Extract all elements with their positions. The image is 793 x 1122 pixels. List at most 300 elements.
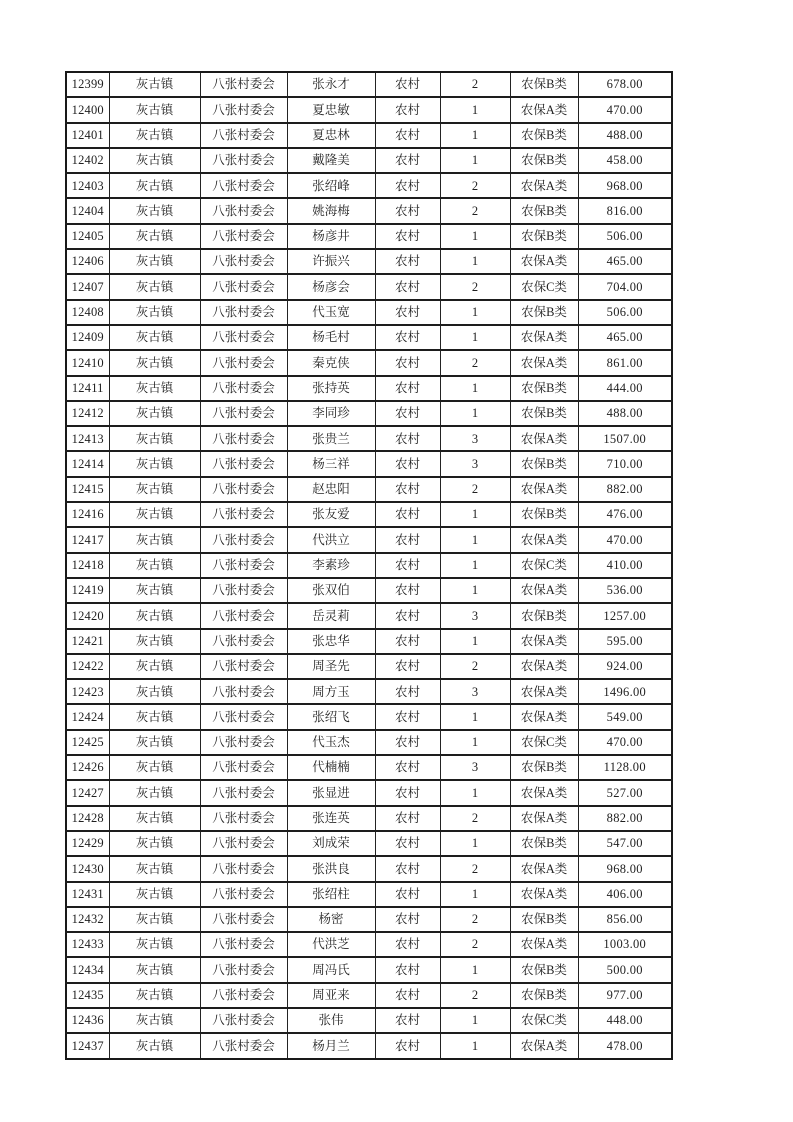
cell-amount: 1507.00 bbox=[578, 426, 672, 451]
cell-amount: 470.00 bbox=[578, 97, 672, 122]
table-row bbox=[66, 401, 672, 426]
cell-record-id: 12406 bbox=[66, 249, 109, 274]
cell-insurance-category: 农保A类 bbox=[510, 856, 578, 881]
cell-household-type: 农村 bbox=[375, 603, 440, 628]
cell-household-type: 农村 bbox=[375, 704, 440, 729]
cell-person-count: 2 bbox=[440, 907, 510, 932]
table-row bbox=[66, 224, 672, 249]
cell-record-id: 12436 bbox=[66, 1008, 109, 1033]
cell-household-type: 农村 bbox=[375, 224, 440, 249]
cell-household-type: 农村 bbox=[375, 629, 440, 654]
cell-town: 灰古镇 bbox=[109, 578, 200, 603]
cell-record-id: 12407 bbox=[66, 274, 109, 299]
cell-insurance-category: 农保C类 bbox=[510, 1008, 578, 1033]
cell-household-type: 农村 bbox=[375, 72, 440, 97]
cell-person-name: 周冯氏 bbox=[287, 957, 375, 982]
cell-insurance-category: 农保A类 bbox=[510, 426, 578, 451]
cell-record-id: 12430 bbox=[66, 856, 109, 881]
cell-village-committee: 八张村委会 bbox=[200, 831, 287, 856]
cell-person-count: 1 bbox=[440, 123, 510, 148]
cell-insurance-category: 农保A类 bbox=[510, 654, 578, 679]
table-row bbox=[66, 983, 672, 1008]
cell-village-committee: 八张村委会 bbox=[200, 730, 287, 755]
cell-record-id: 12420 bbox=[66, 603, 109, 628]
cell-amount: 977.00 bbox=[578, 983, 672, 1008]
cell-amount: 458.00 bbox=[578, 148, 672, 173]
cell-village-committee: 八张村委会 bbox=[200, 1033, 287, 1058]
cell-person-count: 2 bbox=[440, 173, 510, 198]
cell-person-name: 张洪良 bbox=[287, 856, 375, 881]
table-row bbox=[66, 603, 672, 628]
cell-person-name: 许振兴 bbox=[287, 249, 375, 274]
cell-person-name: 杨月兰 bbox=[287, 1033, 375, 1058]
cell-record-id: 12419 bbox=[66, 578, 109, 603]
cell-amount: 678.00 bbox=[578, 72, 672, 97]
cell-amount: 882.00 bbox=[578, 806, 672, 831]
cell-person-name: 张贵兰 bbox=[287, 426, 375, 451]
cell-village-committee: 八张村委会 bbox=[200, 502, 287, 527]
cell-amount: 506.00 bbox=[578, 224, 672, 249]
cell-record-id: 12410 bbox=[66, 350, 109, 375]
cell-person-count: 2 bbox=[440, 932, 510, 957]
cell-person-count: 1 bbox=[440, 578, 510, 603]
cell-village-committee: 八张村委会 bbox=[200, 553, 287, 578]
table-row bbox=[66, 629, 672, 654]
table-row bbox=[66, 704, 672, 729]
cell-household-type: 农村 bbox=[375, 679, 440, 704]
cell-household-type: 农村 bbox=[375, 376, 440, 401]
cell-amount: 506.00 bbox=[578, 300, 672, 325]
cell-person-name: 周圣先 bbox=[287, 654, 375, 679]
cell-village-committee: 八张村委会 bbox=[200, 97, 287, 122]
cell-person-name: 张连英 bbox=[287, 806, 375, 831]
table-row bbox=[66, 274, 672, 299]
cell-amount: 476.00 bbox=[578, 502, 672, 527]
cell-record-id: 12403 bbox=[66, 173, 109, 198]
cell-village-committee: 八张村委会 bbox=[200, 224, 287, 249]
cell-village-committee: 八张村委会 bbox=[200, 401, 287, 426]
table-row bbox=[66, 730, 672, 755]
cell-insurance-category: 农保A类 bbox=[510, 704, 578, 729]
cell-insurance-category: 农保A类 bbox=[510, 578, 578, 603]
cell-person-name: 杨彦会 bbox=[287, 274, 375, 299]
cell-household-type: 农村 bbox=[375, 477, 440, 502]
cell-insurance-category: 农保A类 bbox=[510, 882, 578, 907]
cell-record-id: 12404 bbox=[66, 198, 109, 223]
cell-person-name: 周方玉 bbox=[287, 679, 375, 704]
cell-insurance-category: 农保B类 bbox=[510, 376, 578, 401]
cell-town: 灰古镇 bbox=[109, 679, 200, 704]
cell-insurance-category: 农保B类 bbox=[510, 907, 578, 932]
cell-insurance-category: 农保A类 bbox=[510, 249, 578, 274]
cell-person-count: 1 bbox=[440, 502, 510, 527]
cell-amount: 968.00 bbox=[578, 173, 672, 198]
cell-amount: 595.00 bbox=[578, 629, 672, 654]
table-row bbox=[66, 477, 672, 502]
cell-town: 灰古镇 bbox=[109, 401, 200, 426]
table-row bbox=[66, 527, 672, 552]
cell-household-type: 农村 bbox=[375, 983, 440, 1008]
cell-amount: 465.00 bbox=[578, 249, 672, 274]
cell-insurance-category: 农保B类 bbox=[510, 957, 578, 982]
cell-person-count: 1 bbox=[440, 376, 510, 401]
cell-person-name: 张显进 bbox=[287, 780, 375, 805]
cell-household-type: 农村 bbox=[375, 907, 440, 932]
cell-person-name: 代洪芝 bbox=[287, 932, 375, 957]
cell-record-id: 12414 bbox=[66, 451, 109, 476]
cell-town: 灰古镇 bbox=[109, 831, 200, 856]
cell-insurance-category: 农保C类 bbox=[510, 274, 578, 299]
cell-amount: 465.00 bbox=[578, 325, 672, 350]
cell-town: 灰古镇 bbox=[109, 274, 200, 299]
table-row bbox=[66, 679, 672, 704]
cell-record-id: 12416 bbox=[66, 502, 109, 527]
cell-household-type: 农村 bbox=[375, 957, 440, 982]
cell-insurance-category: 农保B类 bbox=[510, 983, 578, 1008]
cell-amount: 882.00 bbox=[578, 477, 672, 502]
cell-town: 灰古镇 bbox=[109, 704, 200, 729]
cell-town: 灰古镇 bbox=[109, 300, 200, 325]
cell-amount: 470.00 bbox=[578, 730, 672, 755]
cell-household-type: 农村 bbox=[375, 325, 440, 350]
cell-amount: 527.00 bbox=[578, 780, 672, 805]
table-row bbox=[66, 1033, 672, 1058]
cell-person-count: 1 bbox=[440, 224, 510, 249]
cell-household-type: 农村 bbox=[375, 856, 440, 881]
cell-person-name: 张绍柱 bbox=[287, 882, 375, 907]
cell-person-name: 夏忠敏 bbox=[287, 97, 375, 122]
cell-household-type: 农村 bbox=[375, 401, 440, 426]
table-row bbox=[66, 426, 672, 451]
cell-household-type: 农村 bbox=[375, 553, 440, 578]
cell-person-count: 1 bbox=[440, 553, 510, 578]
table-row bbox=[66, 907, 672, 932]
cell-insurance-category: 农保A类 bbox=[510, 679, 578, 704]
cell-person-name: 刘成荣 bbox=[287, 831, 375, 856]
cell-town: 灰古镇 bbox=[109, 426, 200, 451]
table-row bbox=[66, 654, 672, 679]
cell-person-count: 1 bbox=[440, 882, 510, 907]
cell-village-committee: 八张村委会 bbox=[200, 325, 287, 350]
cell-record-id: 12400 bbox=[66, 97, 109, 122]
cell-person-name: 周亚来 bbox=[287, 983, 375, 1008]
cell-record-id: 12425 bbox=[66, 730, 109, 755]
cell-person-count: 1 bbox=[440, 148, 510, 173]
cell-town: 灰古镇 bbox=[109, 983, 200, 1008]
cell-person-count: 1 bbox=[440, 1008, 510, 1033]
table-row bbox=[66, 300, 672, 325]
cell-amount: 1257.00 bbox=[578, 603, 672, 628]
cell-town: 灰古镇 bbox=[109, 97, 200, 122]
cell-insurance-category: 农保A类 bbox=[510, 477, 578, 502]
cell-person-name: 张伟 bbox=[287, 1008, 375, 1033]
cell-village-committee: 八张村委会 bbox=[200, 806, 287, 831]
cell-insurance-category: 农保A类 bbox=[510, 780, 578, 805]
cell-village-committee: 八张村委会 bbox=[200, 300, 287, 325]
cell-amount: 968.00 bbox=[578, 856, 672, 881]
cell-insurance-category: 农保B类 bbox=[510, 300, 578, 325]
cell-record-id: 12434 bbox=[66, 957, 109, 982]
cell-town: 灰古镇 bbox=[109, 932, 200, 957]
cell-record-id: 12409 bbox=[66, 325, 109, 350]
cell-record-id: 12433 bbox=[66, 932, 109, 957]
cell-person-name: 李素珍 bbox=[287, 553, 375, 578]
cell-person-name: 夏忠林 bbox=[287, 123, 375, 148]
table-row bbox=[66, 755, 672, 780]
cell-record-id: 12422 bbox=[66, 654, 109, 679]
table-row bbox=[66, 806, 672, 831]
cell-town: 灰古镇 bbox=[109, 603, 200, 628]
benefits-data-table bbox=[65, 71, 673, 1060]
cell-insurance-category: 农保A类 bbox=[510, 932, 578, 957]
cell-town: 灰古镇 bbox=[109, 654, 200, 679]
cell-town: 灰古镇 bbox=[109, 350, 200, 375]
cell-amount: 856.00 bbox=[578, 907, 672, 932]
cell-insurance-category: 农保A类 bbox=[510, 350, 578, 375]
cell-town: 灰古镇 bbox=[109, 224, 200, 249]
cell-amount: 448.00 bbox=[578, 1008, 672, 1033]
cell-household-type: 农村 bbox=[375, 806, 440, 831]
table-row bbox=[66, 882, 672, 907]
cell-insurance-category: 农保A类 bbox=[510, 806, 578, 831]
cell-village-committee: 八张村委会 bbox=[200, 451, 287, 476]
cell-amount: 488.00 bbox=[578, 123, 672, 148]
cell-person-count: 2 bbox=[440, 856, 510, 881]
cell-village-committee: 八张村委会 bbox=[200, 882, 287, 907]
cell-person-name: 赵忠阳 bbox=[287, 477, 375, 502]
cell-record-id: 12429 bbox=[66, 831, 109, 856]
cell-insurance-category: 农保B类 bbox=[510, 755, 578, 780]
cell-person-count: 1 bbox=[440, 831, 510, 856]
cell-insurance-category: 农保B类 bbox=[510, 72, 578, 97]
cell-person-count: 2 bbox=[440, 806, 510, 831]
cell-town: 灰古镇 bbox=[109, 173, 200, 198]
cell-amount: 488.00 bbox=[578, 401, 672, 426]
cell-insurance-category: 农保A类 bbox=[510, 629, 578, 654]
cell-record-id: 12423 bbox=[66, 679, 109, 704]
cell-insurance-category: 农保B类 bbox=[510, 401, 578, 426]
cell-town: 灰古镇 bbox=[109, 856, 200, 881]
cell-town: 灰古镇 bbox=[109, 325, 200, 350]
cell-town: 灰古镇 bbox=[109, 527, 200, 552]
table-row bbox=[66, 325, 672, 350]
cell-village-committee: 八张村委会 bbox=[200, 274, 287, 299]
cell-person-count: 1 bbox=[440, 401, 510, 426]
cell-insurance-category: 农保C类 bbox=[510, 730, 578, 755]
cell-insurance-category: 农保A类 bbox=[510, 97, 578, 122]
cell-insurance-category: 农保A类 bbox=[510, 325, 578, 350]
cell-amount: 406.00 bbox=[578, 882, 672, 907]
cell-town: 灰古镇 bbox=[109, 72, 200, 97]
cell-record-id: 12421 bbox=[66, 629, 109, 654]
table-row bbox=[66, 198, 672, 223]
table-row bbox=[66, 553, 672, 578]
cell-record-id: 12431 bbox=[66, 882, 109, 907]
cell-person-name: 张友爱 bbox=[287, 502, 375, 527]
table-row bbox=[66, 72, 672, 97]
table-row bbox=[66, 856, 672, 881]
cell-insurance-category: 农保B类 bbox=[510, 224, 578, 249]
cell-town: 灰古镇 bbox=[109, 553, 200, 578]
cell-town: 灰古镇 bbox=[109, 502, 200, 527]
cell-town: 灰古镇 bbox=[109, 907, 200, 932]
table-row bbox=[66, 502, 672, 527]
cell-person-name: 杨彦井 bbox=[287, 224, 375, 249]
cell-person-count: 1 bbox=[440, 249, 510, 274]
cell-town: 灰古镇 bbox=[109, 477, 200, 502]
table-row bbox=[66, 249, 672, 274]
cell-household-type: 农村 bbox=[375, 198, 440, 223]
cell-record-id: 12401 bbox=[66, 123, 109, 148]
table-row bbox=[66, 1008, 672, 1033]
cell-village-committee: 八张村委会 bbox=[200, 907, 287, 932]
cell-town: 灰古镇 bbox=[109, 882, 200, 907]
cell-amount: 816.00 bbox=[578, 198, 672, 223]
cell-household-type: 农村 bbox=[375, 730, 440, 755]
cell-person-name: 张绍峰 bbox=[287, 173, 375, 198]
cell-village-committee: 八张村委会 bbox=[200, 527, 287, 552]
cell-household-type: 农村 bbox=[375, 932, 440, 957]
cell-insurance-category: 农保B类 bbox=[510, 123, 578, 148]
cell-record-id: 12411 bbox=[66, 376, 109, 401]
cell-record-id: 12413 bbox=[66, 426, 109, 451]
cell-record-id: 12426 bbox=[66, 755, 109, 780]
cell-village-committee: 八张村委会 bbox=[200, 704, 287, 729]
cell-town: 灰古镇 bbox=[109, 730, 200, 755]
table-body bbox=[66, 72, 672, 1059]
cell-person-name: 代玉杰 bbox=[287, 730, 375, 755]
cell-amount: 924.00 bbox=[578, 654, 672, 679]
cell-person-name: 张永才 bbox=[287, 72, 375, 97]
cell-person-name: 姚海梅 bbox=[287, 198, 375, 223]
cell-amount: 470.00 bbox=[578, 527, 672, 552]
cell-village-committee: 八张村委会 bbox=[200, 629, 287, 654]
cell-town: 灰古镇 bbox=[109, 451, 200, 476]
cell-household-type: 农村 bbox=[375, 300, 440, 325]
cell-person-name: 杨三祥 bbox=[287, 451, 375, 476]
cell-person-count: 3 bbox=[440, 679, 510, 704]
cell-person-count: 1 bbox=[440, 300, 510, 325]
cell-person-count: 1 bbox=[440, 730, 510, 755]
cell-village-committee: 八张村委会 bbox=[200, 249, 287, 274]
table-row bbox=[66, 97, 672, 122]
cell-village-committee: 八张村委会 bbox=[200, 148, 287, 173]
cell-insurance-category: 农保B类 bbox=[510, 148, 578, 173]
cell-town: 灰古镇 bbox=[109, 148, 200, 173]
cell-town: 灰古镇 bbox=[109, 198, 200, 223]
cell-amount: 547.00 bbox=[578, 831, 672, 856]
cell-person-count: 1 bbox=[440, 780, 510, 805]
cell-household-type: 农村 bbox=[375, 882, 440, 907]
cell-amount: 410.00 bbox=[578, 553, 672, 578]
cell-village-committee: 八张村委会 bbox=[200, 350, 287, 375]
cell-town: 灰古镇 bbox=[109, 249, 200, 274]
cell-household-type: 农村 bbox=[375, 654, 440, 679]
cell-town: 灰古镇 bbox=[109, 123, 200, 148]
cell-amount: 1003.00 bbox=[578, 932, 672, 957]
cell-person-name: 张持英 bbox=[287, 376, 375, 401]
cell-insurance-category: 农保B类 bbox=[510, 603, 578, 628]
cell-record-id: 12412 bbox=[66, 401, 109, 426]
cell-household-type: 农村 bbox=[375, 1008, 440, 1033]
table-row bbox=[66, 451, 672, 476]
cell-record-id: 12428 bbox=[66, 806, 109, 831]
cell-person-name: 秦克侠 bbox=[287, 350, 375, 375]
cell-record-id: 12405 bbox=[66, 224, 109, 249]
cell-record-id: 12418 bbox=[66, 553, 109, 578]
cell-record-id: 12417 bbox=[66, 527, 109, 552]
cell-insurance-category: 农保A类 bbox=[510, 1033, 578, 1058]
cell-person-count: 1 bbox=[440, 704, 510, 729]
cell-record-id: 12402 bbox=[66, 148, 109, 173]
cell-household-type: 农村 bbox=[375, 173, 440, 198]
cell-record-id: 12432 bbox=[66, 907, 109, 932]
cell-person-count: 2 bbox=[440, 350, 510, 375]
cell-amount: 549.00 bbox=[578, 704, 672, 729]
cell-village-committee: 八张村委会 bbox=[200, 603, 287, 628]
cell-village-committee: 八张村委会 bbox=[200, 477, 287, 502]
cell-person-name: 代玉宽 bbox=[287, 300, 375, 325]
cell-household-type: 农村 bbox=[375, 97, 440, 122]
cell-person-name: 张绍飞 bbox=[287, 704, 375, 729]
cell-household-type: 农村 bbox=[375, 527, 440, 552]
table-row bbox=[66, 173, 672, 198]
cell-village-committee: 八张村委会 bbox=[200, 856, 287, 881]
cell-village-committee: 八张村委会 bbox=[200, 72, 287, 97]
table-row bbox=[66, 957, 672, 982]
cell-household-type: 农村 bbox=[375, 780, 440, 805]
cell-town: 灰古镇 bbox=[109, 957, 200, 982]
cell-household-type: 农村 bbox=[375, 451, 440, 476]
cell-record-id: 12415 bbox=[66, 477, 109, 502]
cell-person-name: 张忠华 bbox=[287, 629, 375, 654]
cell-person-count: 3 bbox=[440, 603, 510, 628]
cell-person-name: 代楠楠 bbox=[287, 755, 375, 780]
table-row bbox=[66, 376, 672, 401]
cell-amount: 1496.00 bbox=[578, 679, 672, 704]
cell-amount: 536.00 bbox=[578, 578, 672, 603]
table-row bbox=[66, 350, 672, 375]
cell-village-committee: 八张村委会 bbox=[200, 654, 287, 679]
cell-person-count: 1 bbox=[440, 629, 510, 654]
cell-amount: 444.00 bbox=[578, 376, 672, 401]
table-row bbox=[66, 123, 672, 148]
cell-person-count: 3 bbox=[440, 755, 510, 780]
cell-village-committee: 八张村委会 bbox=[200, 198, 287, 223]
cell-household-type: 农村 bbox=[375, 148, 440, 173]
cell-insurance-category: 农保B类 bbox=[510, 451, 578, 476]
cell-household-type: 农村 bbox=[375, 1033, 440, 1058]
cell-person-name: 杨密 bbox=[287, 907, 375, 932]
cell-village-committee: 八张村委会 bbox=[200, 932, 287, 957]
cell-insurance-category: 农保A类 bbox=[510, 527, 578, 552]
table-row bbox=[66, 148, 672, 173]
table-row bbox=[66, 578, 672, 603]
cell-insurance-category: 农保B类 bbox=[510, 831, 578, 856]
cell-village-committee: 八张村委会 bbox=[200, 957, 287, 982]
cell-amount: 861.00 bbox=[578, 350, 672, 375]
cell-record-id: 12408 bbox=[66, 300, 109, 325]
cell-record-id: 12437 bbox=[66, 1033, 109, 1058]
cell-record-id: 12424 bbox=[66, 704, 109, 729]
cell-person-name: 李同珍 bbox=[287, 401, 375, 426]
cell-household-type: 农村 bbox=[375, 249, 440, 274]
cell-household-type: 农村 bbox=[375, 578, 440, 603]
cell-amount: 704.00 bbox=[578, 274, 672, 299]
cell-town: 灰古镇 bbox=[109, 780, 200, 805]
cell-amount: 478.00 bbox=[606, 1038, 643, 1053]
cell-village-committee: 八张村委会 bbox=[200, 173, 287, 198]
